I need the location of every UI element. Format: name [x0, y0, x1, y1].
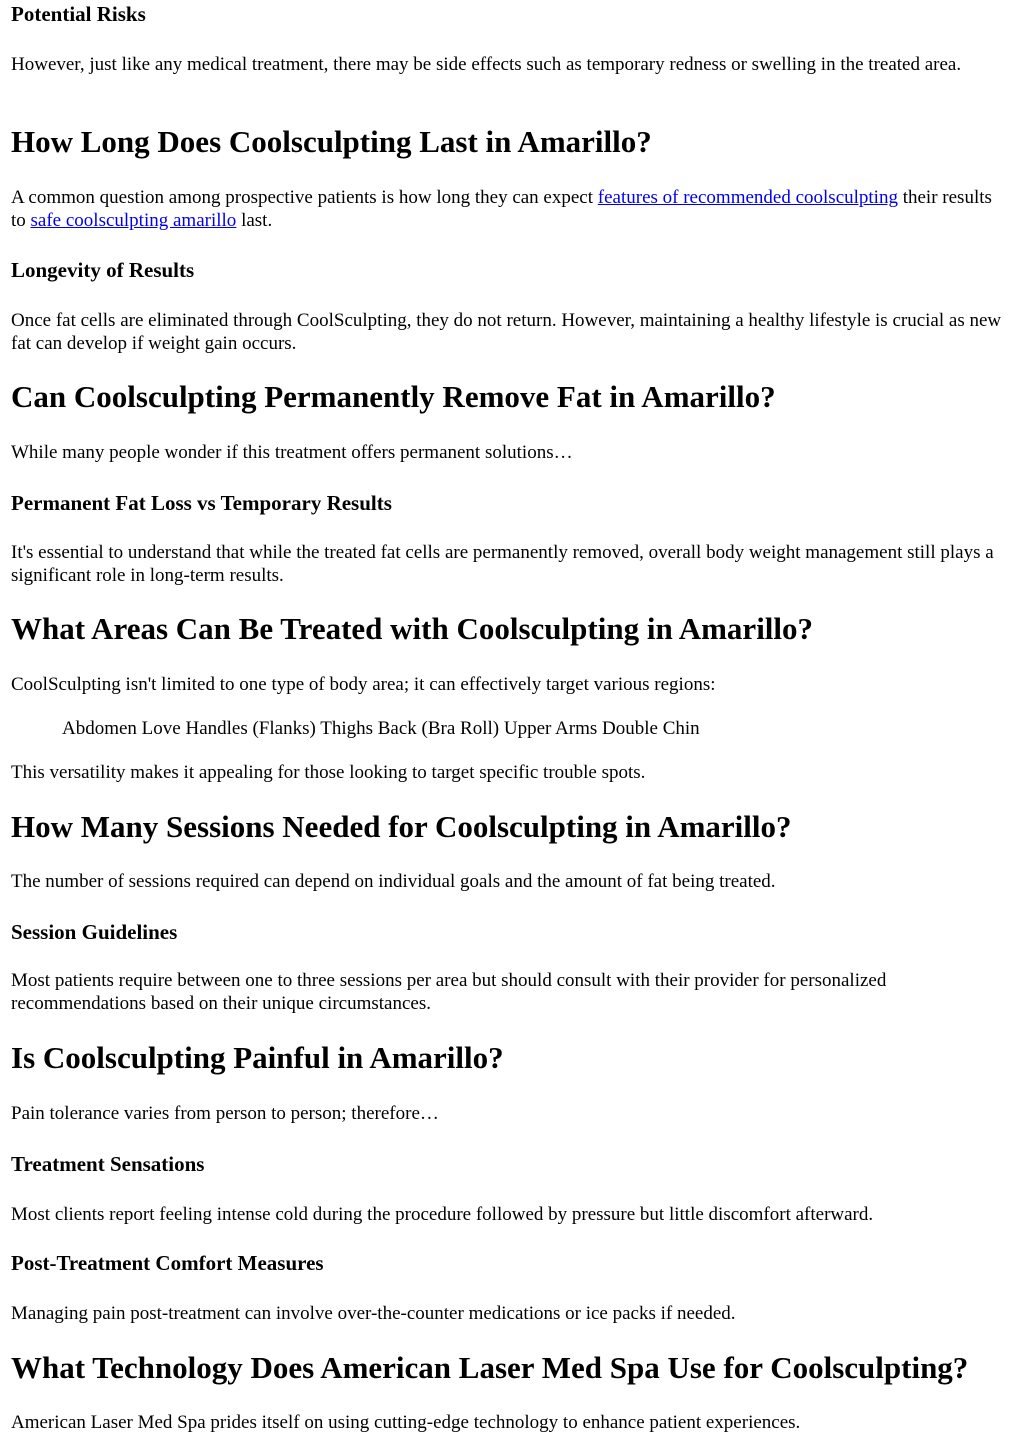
- heading-permanent: Can Coolsculpting Permanently Remove Fat in Amarillo?: [11, 379, 776, 414]
- paragraph-painful: Pain tolerance varies from person to person; therefore…: [11, 1103, 439, 1124]
- heading-treatment-sensations: Treatment Sensations: [11, 1152, 205, 1176]
- paragraph-sessions: The number of sessions required can depend on individual goals and the amount of fat being treated.: [11, 871, 776, 892]
- paragraph-areas: CoolSculpting isn't limited to one type of body area; it can effectively target various regions:: [11, 674, 716, 695]
- paragraph-permanent-vs-temporary: It's essential to understand that while the treated fat cells are permanently removed, overall body weight management still plays a significant role in long-term results.: [11, 542, 994, 586]
- heading-comfort-measures: Post-Treatment Comfort Measures: [11, 1251, 324, 1275]
- paragraph-session-guidelines: Most patients require between one to three sessions per area but should consult with their provider for personalized recommendations based on their unique circumstances.: [11, 970, 887, 1014]
- heading-potential-risks: Potential Risks: [11, 2, 146, 26]
- text-segment: last.: [236, 210, 273, 231]
- link-features-recommended-coolsculpting[interactable]: features of recommended coolsculpting: [597, 187, 898, 208]
- paragraph-potential-risks: However, just like any medical treatment, there may be side effects such as temporary redness or swelling in the treated area.: [11, 54, 962, 75]
- heading-areas: What Areas Can Be Treated with Coolsculpting in Amarillo?: [11, 611, 814, 646]
- paragraph-versatility: This versatility makes it appealing for those looking to target specific trouble spots.: [11, 762, 646, 783]
- paragraph-how-long: [11, 186, 1006, 232]
- heading-longevity: Longevity of Results: [11, 258, 195, 282]
- text-segment: A common question among prospective patients is how long they can expect: [11, 187, 598, 208]
- text-segment: their results to: [11, 187, 992, 231]
- list-treatment-areas: Abdomen Love Handles (Flanks) Thighs Back (Bra Roll) Upper Arms Double Chin: [62, 718, 700, 739]
- link-safe-coolsculpting-amarillo[interactable]: safe coolsculpting amarillo: [30, 210, 237, 231]
- paragraph-technology: American Laser Med Spa prides itself on using cutting-edge technology to enhance patient experiences.: [11, 1412, 801, 1433]
- heading-session-guidelines: Session Guidelines: [11, 920, 178, 944]
- paragraph-treatment-sensations: Most clients report feeling intense cold during the procedure followed by pressure but little discomfort afterward.: [11, 1204, 874, 1225]
- heading-technology: What Technology Does American Laser Med Spa Use for Coolsculpting?: [11, 1350, 969, 1385]
- paragraph-permanent: While many people wonder if this treatment offers permanent solutions…: [11, 442, 573, 463]
- heading-how-long: How Long Does Coolsculpting Last in Amarillo?: [11, 124, 652, 159]
- heading-painful: Is Coolsculpting Painful in Amarillo?: [11, 1040, 504, 1075]
- heading-sessions: How Many Sessions Needed for Coolsculpting in Amarillo?: [11, 809, 792, 844]
- heading-permanent-vs-temporary: Permanent Fat Loss vs Temporary Results: [11, 491, 392, 515]
- paragraph-comfort-measures: Managing pain post-treatment can involve over-the-counter medications or ice packs if needed.: [11, 1303, 736, 1324]
- paragraph-longevity: Once fat cells are eliminated through CoolSculpting, they do not return. However, maintaining a healthy lifestyle is crucial as new fat can develop if weight gain occurs.: [11, 310, 1002, 354]
